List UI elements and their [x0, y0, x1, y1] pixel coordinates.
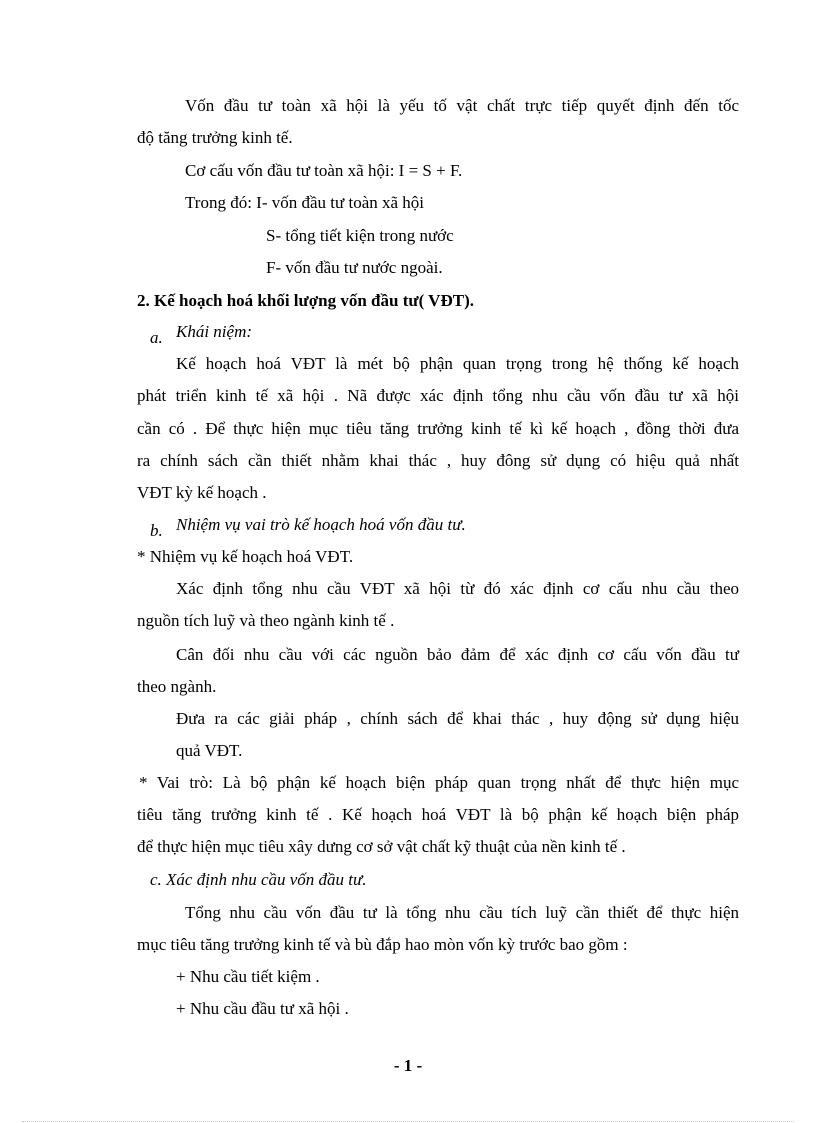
definition-line-4: ra chính sách cần thiết nhằm khai thác , huy đông sử dụng có hiệu quả nhất [137, 451, 739, 470]
section-2-heading: 2. Kế hoạch hoá khối lượng vốn đầu tư( VĐT). [137, 291, 474, 310]
task-3-line-2: quả VĐT. [176, 741, 243, 760]
definition-line-1: Kế hoạch hoá VĐT là mét bộ phận quan trọng trong hệ thống kế hoạch [176, 354, 739, 373]
demand-line-1: Tổng nhu cầu vốn đầu tư là tổng nhu cầu tích luỹ cần thiết để thực hiện [185, 903, 739, 922]
definition-line-5: VĐT kỳ kế hoạch . [137, 483, 267, 502]
task-heading: * Nhiệm vụ kế hoạch hoá VĐT. [137, 547, 354, 566]
task-1-line-2: nguồn tích luỹ và theo ngành kinh tế . [137, 611, 395, 630]
definition-line-3: cần có . Để thực hiện mục tiêu tăng trưởng kinh tế kì kế hoạch , đồng thời đưa [137, 419, 739, 438]
task-3-line-1: Đưa ra các giải pháp , chính sách để khai thác , huy động sử dụng hiệu [176, 709, 739, 728]
formula-line: Cơ cấu vốn đầu tư toàn xã hội: I = S + F. [185, 161, 463, 180]
definition-f: F- vốn đầu tư nước ngoài. [266, 258, 443, 277]
subsection-a-marker: a. [150, 328, 163, 347]
role-line-2: tiêu tăng trưởng kinh tế . Kế hoạch hoá VĐT là bộ phận kế hoạch biện pháp [137, 805, 739, 824]
task-2-line-2: theo ngành. [137, 677, 217, 696]
demand-item-savings: + Nhu cầu tiết kiệm . [176, 967, 320, 986]
paragraph-1-line-2: độ tăng trưởng kinh tế. [137, 128, 293, 147]
page-number: - 1 - [393, 1056, 423, 1075]
demand-item-social-investment: + Nhu cầu đầu tư xã hội . [176, 999, 349, 1018]
subsection-c-title: c. Xác định nhu cầu vốn đầu tư. [150, 870, 367, 889]
demand-line-2: mục tiêu tăng trưởng kinh tế và bù đắp hao mòn vốn kỳ trước bao gồm : [137, 935, 628, 954]
definition-i: Trong đó: I- vốn đầu tư toàn xã hội [185, 193, 425, 212]
task-1-line-1: Xác định tổng nhu cầu VĐT xã hội từ đó xác định cơ cấu nhu cầu theo [176, 579, 739, 598]
role-line-3: để thực hiện mục tiêu xây dưng cơ sở vật chất kỹ thuật của nền kinh tế . [137, 837, 626, 856]
definition-line-2: phát triển kinh tế xã hội . Nã được xác định tổng nhu cầu vốn đầu tư xã hội [137, 386, 739, 405]
paragraph-1-line-1: Vốn đầu tư toàn xã hội là yếu tố vật chất trực tiếp quyết định đến tốc [185, 96, 739, 115]
subsection-a-title: Khái niệm: [176, 322, 253, 341]
subsection-b-title: Nhiệm vụ vai trò kế hoạch hoá vốn đầu tư. [176, 515, 466, 534]
role-line-1: * Vai trò: Là bộ phận kế hoạch biện pháp quan trọng nhất để thực hiện mục [139, 773, 739, 792]
definition-s: S- tổng tiết kiện trong nước [266, 226, 454, 245]
task-2-line-1: Cân đối nhu cầu với các nguồn bảo đảm để xác định cơ cấu vốn đầu tư [176, 645, 739, 664]
subsection-b-marker: b. [150, 521, 163, 540]
page-bottom-rule [22, 1121, 794, 1122]
